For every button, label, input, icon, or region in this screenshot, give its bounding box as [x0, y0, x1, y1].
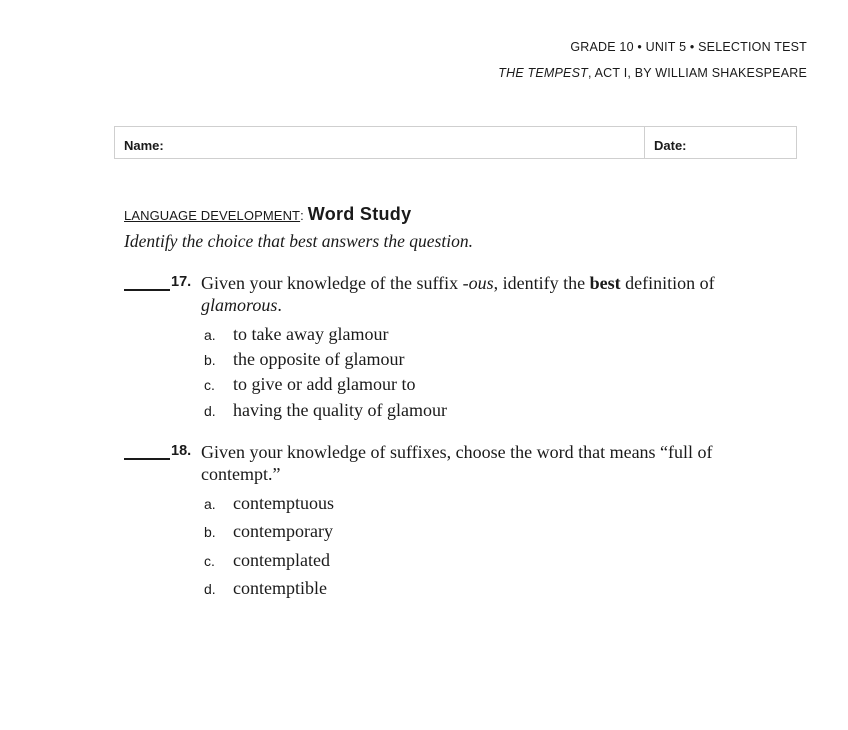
test-header-selection [498, 66, 807, 80]
option-18d[interactable]: d. contemptible [204, 578, 327, 598]
name-label: Name: [124, 138, 164, 153]
option-18a[interactable]: a. contemptuous [204, 493, 334, 513]
name-field[interactable] [115, 127, 645, 158]
question-text: Given your knowledge of suffixes, choose the word that means “full of contempt.” [201, 442, 713, 484]
section-category: LANGUAGE DEVELOPMENT [124, 208, 301, 223]
question-number: 18. [171, 443, 192, 459]
option-18c[interactable]: c. contemplated [204, 550, 330, 570]
option-17d[interactable]: d. having the quality of glamour [204, 400, 447, 420]
option-17b[interactable]: b. the opposite of glamour [204, 349, 405, 369]
answer-blank-18[interactable] [124, 458, 170, 460]
date-label: Date: [654, 138, 687, 153]
selection-author: , ACT I, BY WILLIAM SHAKESPEARE [587, 66, 807, 80]
instructions: Identify the choice that best answers the question. [124, 231, 473, 251]
section-heading [124, 204, 411, 225]
option-18b[interactable]: b. contemporary [204, 521, 333, 541]
answer-blank-17[interactable] [124, 289, 170, 291]
question-text: Given your knowledge of the suffix -ous, identify the best definition of glamorous. [201, 273, 715, 315]
test-header-grade-unit: GRADE 10 • UNIT 5 • SELECTION TEST [570, 40, 807, 54]
option-17c[interactable]: c. to give or add glamour to [204, 374, 416, 394]
option-17a[interactable]: a. to take away glamour [204, 324, 389, 344]
question-number: 17. [171, 274, 192, 290]
section-colon: : [300, 208, 304, 223]
name-date-box [114, 126, 797, 159]
section-title: Word Study [307, 204, 412, 224]
selection-title: THE TEMPEST [498, 66, 588, 80]
date-field[interactable] [645, 127, 796, 158]
